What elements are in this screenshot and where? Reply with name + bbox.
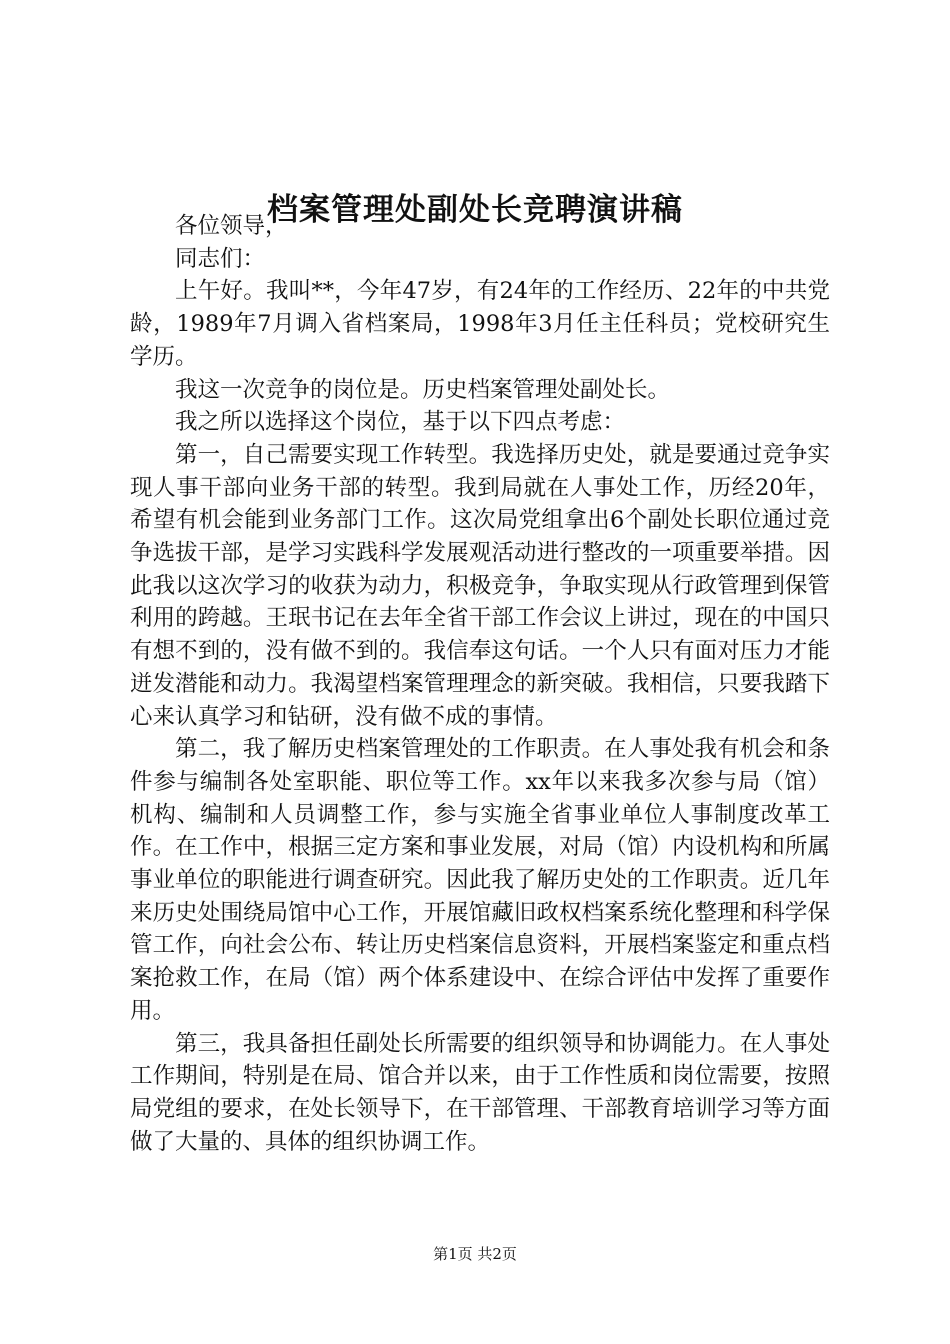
paragraph-reason-one: 第一，自己需要实现工作转型。我选择历史处，就是要通过竞争实现人事干部向业务干部的转型。我到局就在人事处工作，历经20年，希望有机会能到业务部门工作。这次局党组拿出6个副处长职位通过竞争选拔干部，是学习实践科学发展观活动进行整改的一项重要举措。因此我以这次学习的收获为动力，积极竞争，争取实现从行政管理到保管利用的跨越。王珉书记在去年全省干部工作会议上讲过，现在的中国只有想不到的，没有做不到的。我信奉这句话。一个人只有面对压力才能迸发潜能和动力。我渴望档案管理理念的新突破。我相信，只要我踏下心来认真学习和钻研，没有做不成的事情。 xyxy=(130,441,830,730)
paragraph-position: 我这一次竞争的岗位是。历史档案管理处副处长。 xyxy=(175,376,671,403)
paragraph-greeting-comrades: 同志们： xyxy=(175,245,266,272)
document-title: 档案管理处副处长竞聘演讲稿 xyxy=(267,192,683,228)
paragraph-reasons-intro: 我之所以选择这个岗位，基于以下四点考虑： xyxy=(175,409,626,436)
paragraph-greeting-leaders: 各位领导， xyxy=(175,213,288,239)
paragraph-reason-two: 第二，我了解历史档案管理处的工作职责。在人事处我有机会和条件参与编制各处室职能、职位等工作。xx年以来我多次参与局（馆）机构、编制和人员调整工作，参与实施全省事业单位人事制度改革工作。在工作中，根据三定方案和事业发展，对局（馆）内设机构和所属事业单位的职能进行调查研究。因此我了解历史处的工作职责。近几年来历史处围绕局馆中心工作，开展馆藏旧政权档案系统化整理和科学保管工作，向社会公布、转让历史档案信息资料，开展档案鉴定和重点档案抢救工作，在局（馆）两个体系建设中、在综合评估中发挥了重要作用。 xyxy=(130,736,830,1024)
document-body xyxy=(130,210,830,1158)
paragraph-introduction: 上午好。我叫**，今年47岁，有24年的工作经历、22年的中共党龄，1989年7月调入省档案局，1998年3月任主任科员；党校研究生学历。 xyxy=(130,278,830,370)
paragraph-reason-three: 第三，我具备担任副处长所需要的组织领导和协调能力。在人事处工作期间，特别是在局、馆合并以来，由于工作性质和岗位需要，按照局党组的要求，在处长领导下，在干部管理、干部教育培训学习等方面做了大量的、具体的组织协调工作。 xyxy=(130,1030,830,1155)
page-number: 第1页 共2页 xyxy=(433,1245,517,1263)
